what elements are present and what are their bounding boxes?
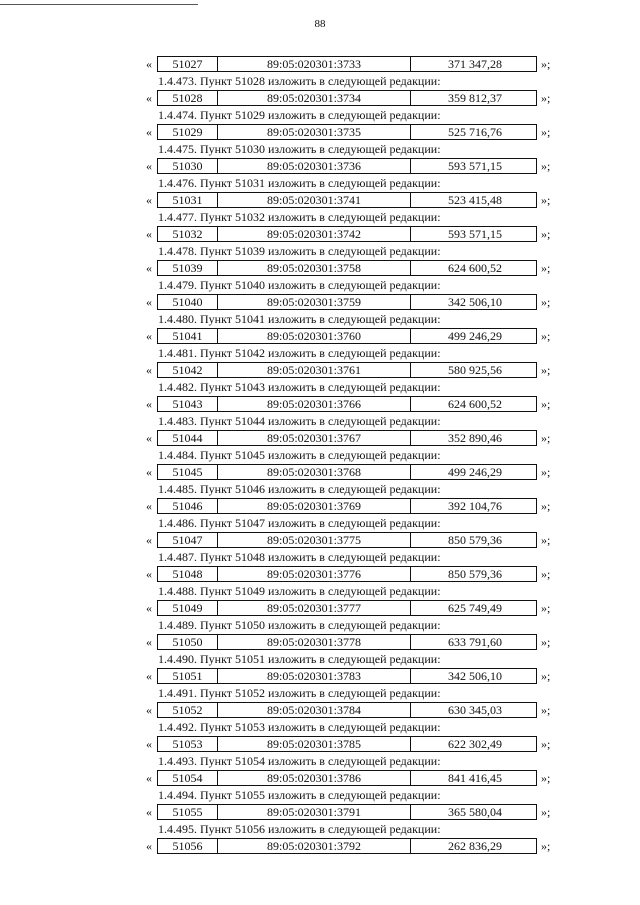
cadastral-value: 499 246,29 [448, 465, 502, 479]
quote-close: »; [541, 329, 551, 343]
instruction-line [0, 447, 640, 464]
quote-open: « [146, 737, 152, 751]
record-number: 51053 [158, 737, 218, 751]
record-table [157, 804, 537, 820]
record-table [157, 770, 537, 786]
cadastral-number: 89:05:020301:3786 [218, 771, 411, 785]
cadastral-number: 89:05:020301:3792 [218, 839, 411, 853]
record-number: 51048 [158, 567, 218, 581]
cadastral-number: 89:05:020301:3742 [218, 227, 411, 241]
instruction-line [0, 549, 640, 566]
instruction-line [0, 685, 640, 702]
cadastral-number: 89:05:020301:3777 [218, 601, 411, 615]
table-row [0, 56, 640, 73]
instruction-text: 1.4.481. Пункт 51042 изложить в следующей редакции: [158, 346, 441, 360]
quote-open: « [146, 533, 152, 547]
quote-open: « [146, 499, 152, 513]
quote-open: « [146, 397, 152, 411]
instruction-text: 1.4.489. Пункт 51050 изложить в следующей редакции: [158, 618, 441, 632]
quote-open: « [146, 431, 152, 445]
quote-close: »; [541, 91, 551, 105]
cadastral-number: 89:05:020301:3761 [218, 363, 411, 377]
record-number: 51055 [158, 805, 218, 819]
record-table [157, 192, 537, 208]
cadastral-number: 89:05:020301:3767 [218, 431, 411, 445]
instruction-text: 1.4.486. Пункт 51047 изложить в следующей редакции: [158, 516, 441, 530]
table-row [0, 396, 640, 413]
cadastral-value: 365 580,04 [448, 805, 502, 819]
instruction-line [0, 481, 640, 498]
quote-open: « [146, 805, 152, 819]
table-row [0, 600, 640, 617]
record-table [157, 124, 537, 140]
table-row [0, 532, 640, 549]
record-table [157, 396, 537, 412]
record-table [157, 600, 537, 616]
cadastral-value: 342 506,10 [448, 295, 502, 309]
document-body [0, 56, 640, 855]
cadastral-value: 523 415,48 [448, 193, 502, 207]
record-number: 51044 [158, 431, 218, 445]
quote-close: »; [541, 227, 551, 241]
table-row [0, 328, 640, 345]
quote-open: « [146, 771, 152, 785]
instruction-text: 1.4.483. Пункт 51044 изложить в следующей редакции: [158, 414, 441, 428]
record-table [157, 532, 537, 548]
cadastral-value: 262 836,29 [448, 839, 502, 853]
table-row [0, 430, 640, 447]
record-number: 51027 [158, 57, 218, 71]
instruction-text: 1.4.482. Пункт 51043 изложить в следующей редакции: [158, 380, 441, 394]
instruction-line [0, 379, 640, 396]
table-row [0, 192, 640, 209]
instruction-line [0, 719, 640, 736]
quote-close: »; [541, 397, 551, 411]
cadastral-number: 89:05:020301:3784 [218, 703, 411, 717]
instruction-text: 1.4.491. Пункт 51052 изложить в следующей редакции: [158, 686, 441, 700]
quote-open: « [146, 669, 152, 683]
cadastral-value: 580 925,56 [448, 363, 502, 377]
quote-close: »; [541, 499, 551, 513]
table-row [0, 90, 640, 107]
instruction-line [0, 141, 640, 158]
table-row [0, 702, 640, 719]
table-row [0, 294, 640, 311]
quote-open: « [146, 125, 152, 139]
quote-close: »; [541, 159, 551, 173]
table-row [0, 158, 640, 175]
quote-close: »; [541, 261, 551, 275]
instruction-text: 1.4.484. Пункт 51045 изложить в следующей редакции: [158, 448, 441, 462]
cadastral-number: 89:05:020301:3791 [218, 805, 411, 819]
record-number: 51031 [158, 193, 218, 207]
quote-close: »; [541, 125, 551, 139]
quote-open: « [146, 601, 152, 615]
record-number: 51049 [158, 601, 218, 615]
instruction-line [0, 583, 640, 600]
cadastral-value: 392 104,76 [448, 499, 502, 513]
quote-open: « [146, 295, 152, 309]
instruction-line [0, 651, 640, 668]
cadastral-number: 89:05:020301:3775 [218, 533, 411, 547]
cadastral-number: 89:05:020301:3768 [218, 465, 411, 479]
instruction-text: 1.4.487. Пункт 51048 изложить в следующей редакции: [158, 550, 441, 564]
quote-open: « [146, 465, 152, 479]
instruction-line [0, 73, 640, 90]
record-number: 51029 [158, 125, 218, 139]
quote-close: »; [541, 669, 551, 683]
instruction-line [0, 175, 640, 192]
record-table [157, 226, 537, 242]
record-number: 51042 [158, 363, 218, 377]
instruction-line [0, 209, 640, 226]
record-table [157, 90, 537, 106]
cadastral-value: 850 579,36 [448, 567, 502, 581]
instruction-text: 1.4.480. Пункт 51041 изложить в следующей редакции: [158, 312, 441, 326]
cadastral-value: 371 347,28 [448, 57, 502, 71]
cadastral-number: 89:05:020301:3736 [218, 159, 411, 173]
cadastral-value: 630 345,03 [448, 703, 502, 717]
record-table [157, 702, 537, 718]
quote-open: « [146, 193, 152, 207]
cadastral-value: 624 600,52 [448, 261, 502, 275]
instruction-text: 1.4.492. Пункт 51053 изложить в следующей редакции: [158, 720, 441, 734]
quote-open: « [146, 57, 152, 71]
record-table [157, 430, 537, 446]
instruction-line [0, 277, 640, 294]
record-table [157, 328, 537, 344]
record-table [157, 158, 537, 174]
quote-close: »; [541, 635, 551, 649]
instruction-line [0, 345, 640, 362]
page-number: 88 [314, 18, 326, 30]
record-number: 51043 [158, 397, 218, 411]
cadastral-value: 622 302,49 [448, 737, 502, 751]
record-table [157, 362, 537, 378]
quote-close: »; [541, 703, 551, 717]
table-row [0, 736, 640, 753]
record-table [157, 566, 537, 582]
cadastral-number: 89:05:020301:3776 [218, 567, 411, 581]
instruction-text: 1.4.475. Пункт 51030 изложить в следующей редакции: [158, 142, 441, 156]
record-number: 51039 [158, 261, 218, 275]
top-rule [0, 4, 198, 5]
table-row [0, 566, 640, 583]
instruction-text: 1.4.477. Пункт 51032 изложить в следующей редакции: [158, 210, 441, 224]
cadastral-number: 89:05:020301:3783 [218, 669, 411, 683]
quote-open: « [146, 839, 152, 853]
cadastral-value: 593 571,15 [448, 227, 502, 241]
quote-close: »; [541, 363, 551, 377]
table-row [0, 362, 640, 379]
record-table [157, 294, 537, 310]
instruction-line [0, 753, 640, 770]
record-number: 51040 [158, 295, 218, 309]
quote-close: »; [541, 193, 551, 207]
table-row [0, 498, 640, 515]
quote-close: »; [541, 771, 551, 785]
record-number: 51045 [158, 465, 218, 479]
cadastral-number: 89:05:020301:3733 [218, 57, 411, 71]
record-number: 51056 [158, 839, 218, 853]
cadastral-number: 89:05:020301:3735 [218, 125, 411, 139]
quote-close: »; [541, 805, 551, 819]
table-row [0, 804, 640, 821]
quote-close: »; [541, 431, 551, 445]
record-number: 51030 [158, 159, 218, 173]
instruction-text: 1.4.490. Пункт 51051 изложить в следующей редакции: [158, 652, 441, 666]
cadastral-value: 624 600,52 [448, 397, 502, 411]
instruction-text: 1.4.473. Пункт 51028 изложить в следующей редакции: [158, 74, 441, 88]
table-row [0, 770, 640, 787]
quote-open: « [146, 227, 152, 241]
table-row [0, 124, 640, 141]
cadastral-value: 525 716,76 [448, 125, 502, 139]
cadastral-value: 633 791,60 [448, 635, 502, 649]
instruction-text: 1.4.493. Пункт 51054 изложить в следующей редакции: [158, 754, 441, 768]
record-number: 51052 [158, 703, 218, 717]
instruction-line [0, 107, 640, 124]
quote-close: »; [541, 57, 551, 71]
cadastral-number: 89:05:020301:3741 [218, 193, 411, 207]
table-row [0, 226, 640, 243]
record-table [157, 668, 537, 684]
table-row [0, 634, 640, 651]
quote-close: »; [541, 839, 551, 853]
cadastral-value: 499 246,29 [448, 329, 502, 343]
instruction-text: 1.4.476. Пункт 51031 изложить в следующей редакции: [158, 176, 441, 190]
cadastral-number: 89:05:020301:3769 [218, 499, 411, 513]
quote-close: »; [541, 737, 551, 751]
table-row [0, 668, 640, 685]
quote-open: « [146, 261, 152, 275]
instruction-text: 1.4.485. Пункт 51046 изложить в следующей редакции: [158, 482, 441, 496]
record-table [157, 464, 537, 480]
record-table [157, 498, 537, 514]
table-row [0, 464, 640, 481]
cadastral-number: 89:05:020301:3766 [218, 397, 411, 411]
record-number: 51041 [158, 329, 218, 343]
record-number: 51050 [158, 635, 218, 649]
instruction-text: 1.4.495. Пункт 51056 изложить в следующей редакции: [158, 822, 441, 836]
instruction-text: 1.4.494. Пункт 51055 изложить в следующей редакции: [158, 788, 441, 802]
record-number: 51054 [158, 771, 218, 785]
instruction-line [0, 515, 640, 532]
record-number: 51046 [158, 499, 218, 513]
instruction-text: 1.4.479. Пункт 51040 изложить в следующей редакции: [158, 278, 441, 292]
quote-close: »; [541, 533, 551, 547]
instruction-text: 1.4.474. Пункт 51029 изложить в следующей редакции: [158, 108, 441, 122]
quote-open: « [146, 567, 152, 581]
record-number: 51051 [158, 669, 218, 683]
quote-open: « [146, 329, 152, 343]
cadastral-number: 89:05:020301:3759 [218, 295, 411, 309]
cadastral-value: 593 571,15 [448, 159, 502, 173]
instruction-line [0, 787, 640, 804]
record-table [157, 56, 537, 72]
cadastral-value: 841 416,45 [448, 771, 502, 785]
table-row [0, 838, 640, 855]
instruction-line [0, 413, 640, 430]
quote-close: »; [541, 567, 551, 581]
quote-open: « [146, 703, 152, 717]
cadastral-number: 89:05:020301:3734 [218, 91, 411, 105]
cadastral-number: 89:05:020301:3778 [218, 635, 411, 649]
cadastral-value: 342 506,10 [448, 669, 502, 683]
record-table [157, 736, 537, 752]
instruction-line [0, 311, 640, 328]
record-table [157, 634, 537, 650]
quote-close: »; [541, 601, 551, 615]
instruction-text: 1.4.488. Пункт 51049 изложить в следующей редакции: [158, 584, 441, 598]
cadastral-number: 89:05:020301:3758 [218, 261, 411, 275]
quote-open: « [146, 363, 152, 377]
record-table [157, 260, 537, 276]
quote-open: « [146, 159, 152, 173]
record-number: 51032 [158, 227, 218, 241]
cadastral-value: 850 579,36 [448, 533, 502, 547]
cadastral-value: 359 812,37 [448, 91, 502, 105]
quote-open: « [146, 635, 152, 649]
record-number: 51028 [158, 91, 218, 105]
cadastral-number: 89:05:020301:3785 [218, 737, 411, 751]
cadastral-value: 352 890,46 [448, 431, 502, 445]
quote-close: »; [541, 295, 551, 309]
record-table [157, 838, 537, 854]
quote-open: « [146, 91, 152, 105]
instruction-line [0, 821, 640, 838]
instruction-line [0, 243, 640, 260]
instruction-text: 1.4.478. Пункт 51039 изложить в следующей редакции: [158, 244, 441, 258]
cadastral-number: 89:05:020301:3760 [218, 329, 411, 343]
quote-close: »; [541, 465, 551, 479]
table-row [0, 260, 640, 277]
instruction-line [0, 617, 640, 634]
cadastral-value: 625 749,49 [448, 601, 502, 615]
record-number: 51047 [158, 533, 218, 547]
